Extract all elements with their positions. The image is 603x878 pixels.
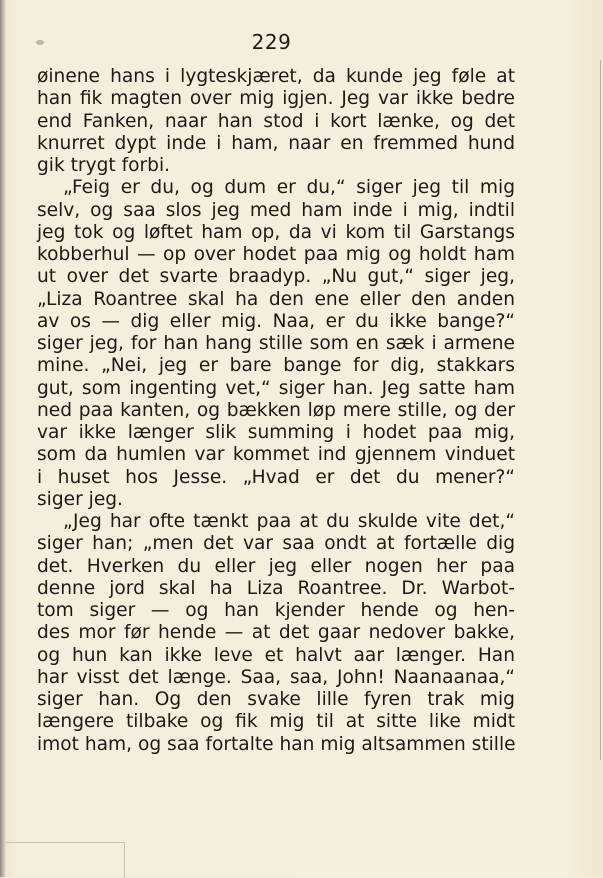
text-line: og hun kan ikke leve et halvt aar længer. Han: [37, 644, 515, 666]
text-line: „Liza Roantree skal ha den ene eller den anden: [37, 288, 515, 310]
text-line: des mor før hende — at det gaar nedover bakke,: [37, 622, 515, 644]
text-line: ned paa kanten, og bækken løp mere stille, og der: [37, 399, 515, 421]
text-line: av os — dig eller mig. Naa, er du ikke bange?“: [37, 310, 515, 332]
text-line: end Fanken, naar han stod i kort lænke, og det: [37, 110, 515, 132]
text-line: øinene hans i lygteskjæret, da kunde jeg føle at: [37, 66, 515, 87]
page-number: 229: [251, 30, 292, 54]
text-line: imot ham, og saa fortalte han mig altsammen stille: [37, 733, 516, 755]
text-line: selv, og saa slos jeg med ham inde i mig, indtil: [37, 199, 515, 221]
text-line: siger jeg.: [37, 488, 123, 510]
text-line: som da humlen var kommet ind gjennem vinduet: [37, 444, 515, 466]
text-line: længere tilbake og fik mig til at sitte like midt: [37, 711, 515, 733]
text-line: gik trygt forbi.: [37, 155, 171, 176]
text-line: han fik magten over mig igjen. Jeg var ikke bedre: [37, 88, 515, 110]
binding-shadow: [0, 0, 6, 877]
text-line: jeg tok og løftet ham op, da vi kom til Garstangs: [37, 221, 515, 243]
text-line: knurret dypt inde i ham, naar en fremmed hund: [37, 132, 515, 154]
text-line: siger jeg, for han hang stille som en sæk i armene: [37, 333, 515, 354]
text-line: det. Hverken du eller jeg eller nogen her paa: [37, 555, 515, 577]
text-line: var ikke længer slik summing i hodet paa mig,: [37, 422, 515, 443]
text-line: denne jord skal ha Liza Roantree. Dr. Warbot-: [37, 577, 515, 599]
text-line: „Feig er du, og dum er du,“ siger jeg til mig: [63, 177, 515, 199]
page-edge-rule: [600, 60, 601, 760]
body-text: [37, 66, 515, 756]
text-line: „Jeg har ofte tænkt paa at du skulde vite det,“: [63, 511, 515, 532]
text-line: kobberhul — op over hodet paa mig og holdt ham: [37, 244, 515, 265]
text-line: ut over det svarte braadyp. „Nu gut,“ siger jeg,: [37, 266, 515, 288]
text-line: gut, som ingenting vet,“ siger han. Jeg satte ham: [37, 377, 515, 399]
text-line: siger han; „men det var saa ondt at fortælle dig: [37, 533, 515, 555]
text-line: i huset hos Jesse. „Hvad er det du mener?“: [37, 466, 515, 488]
text-line: har visst det længe. Saa, saa, John! Naanaanaa,“: [37, 666, 515, 688]
text-line: mine. „Nei, jeg er bare bange for dig, stakkars: [37, 355, 515, 377]
corner-mark: [6, 842, 125, 878]
text-line: siger han. Og den svake lille fyren trak mig: [37, 689, 515, 710]
text-line: tom siger — og han kjender hende og hen-: [37, 600, 515, 621]
